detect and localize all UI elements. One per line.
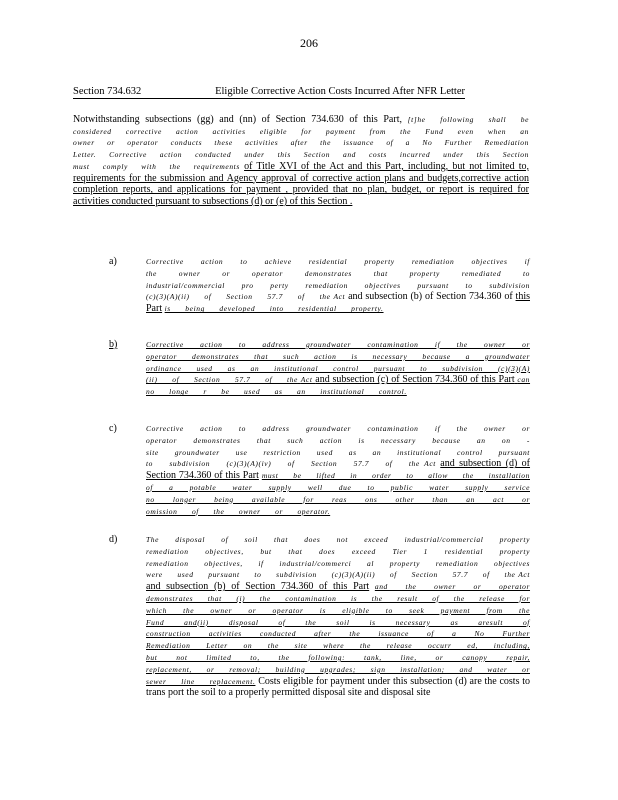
section-title: Eligible Corrective Action Costs Incurred After NFR Letter: [215, 86, 465, 97]
page-number: 206: [300, 36, 318, 50]
intro-part-1: Notwithstanding subsections (gg) and (nn) of Section 734.630 of this Part,: [73, 114, 402, 125]
section-number: Section 734.632: [73, 86, 142, 97]
item-marker: b): [109, 339, 118, 350]
item-text: [146, 534, 530, 699]
item-text-part: Corrective action to address groundwater contamination if the owner or operator demonstrates that such action is necessary because a groundwater ordinance used as an institutional control pursuant to subdivision (c)(3)(A)(ii) of Section 57.7 of the: [146, 340, 530, 385]
item-text-part: The disposal of soil that does not exceed industrial/commercial property remediation objectives, but that does exceed Tier 1 residential property remediation objectives, if industrial/commerci al property remediation objectives were used pursuant to subdivision (c)(3)(A)(ii) of Section 57.7 of the: [146, 535, 530, 580]
item-text-part: Act: [333, 292, 346, 302]
item-text-part: Act: [424, 459, 436, 469]
item-text-part: can no longe r be used as an institutional control.: [146, 375, 531, 397]
item-text-part: Corrective action to address groundwater contamination if the owner or operator demonstrates that such action is necessary because an on - site groundwater use restriction used as an institutional control pursuant to subdivision (c)(3)(A)(iv) of Section 57.7 of the: [146, 424, 530, 469]
item-text: [146, 256, 530, 315]
item-text-part: Act: [300, 375, 313, 385]
item-text-part: is being developed into residential property.: [164, 304, 384, 314]
item-text-part: and subsection (d) of Section 734.360 of this Part: [146, 458, 531, 482]
item-text-part: this Part: [146, 291, 530, 315]
intro-paragraph: [73, 114, 529, 208]
intro-part-2: [t]he following shall be considered corrective action activities eligible for payment from the Fund even when an owner or operator conducts these activities after the issuance of a No Further Remediation Letter. Corrective action conducted under this Section and costs incurred under this Section must comply with the requirements: [73, 115, 530, 171]
item-text-part: and subsection (b) of Section 734.360 of this Part: [146, 581, 370, 593]
item-text: [146, 339, 530, 398]
item-text-part: and the owner or operator demonstrates that (i) the contamination is the result of the release for which the owner or operator is eligible to seek payment from the Fund and(ii) disposal of the soil is necessary as aresult of construction activities conducted after the issuance of a No Further Remediation Letter on the site where the release occurr ed, including, but not limited to, the following: tank, line, or canopy repair, replacement, or removal; building upgrades; sign installation; and water or sewer line replacement.: [146, 582, 531, 686]
item-text-part: must be lifted in order to allow the installation of a potable water supply well due to public water supply service no longer being available for reas ons other than an act or omission of the owner or operator.: [146, 471, 530, 516]
item-marker: a): [109, 256, 117, 267]
item-marker: d): [109, 534, 118, 545]
intro-part-3: of Title XVI of the Act and this Part, including, but not limited to, requirements for the submission and Agency approval of corrective action plans and budgets,corrective action completion reports, and applications for payment , provided that no plan, budget, or report is required for activities conducted pursuant to subsections (d) or (e) of this Section .: [73, 160, 530, 207]
section-heading: [73, 86, 465, 99]
item-text-part: Corrective action to achieve residential property remediation objectives if the owner or operator demonstrates that property remediated to industrial/commercial pro perty remediation objectives pursuant to subdivision (c)(3)(A)(ii) of Section 57.7 of the: [146, 257, 530, 302]
item-text-part: and subsection (b) of Section 734.360 of: [348, 291, 513, 303]
item-text-part: Act: [518, 570, 530, 580]
item-text-part: and subsection (c) of Section 734.360 of this Part: [315, 374, 515, 386]
item-marker: c): [109, 423, 117, 434]
item-text-part: Costs eligible for payment under this subsection (d) are the costs to trans port the soil to a properly permitted disposal site and disposal site: [146, 675, 530, 699]
item-text: [146, 423, 530, 517]
